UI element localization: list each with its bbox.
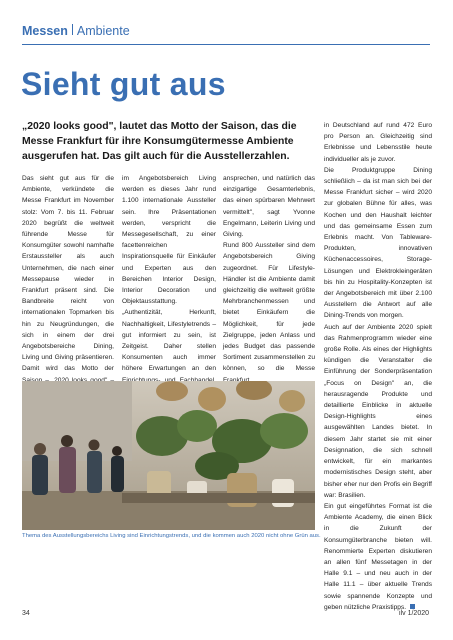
rubric-separator [72,24,73,35]
section-rubric [22,24,130,38]
exhibition-hall-photo [22,381,315,530]
rubric-main: Messen [22,24,68,38]
end-mark-icon [410,604,415,609]
rubric-sub: Ambiente [76,24,130,38]
issue-label: ilv 1/2020 [399,610,429,617]
body-column-2: im Angebotsbereich Living werden es dieses Jahr rund 1.100 internationale Aussteller sein. Ihre Präsentationen werden, verspricht die Messegesellschaft, zu einer facettenreichen Inspirationsquelle für Einkäufer und Experten aus den Bereichen Interior Design, Interior Decoration und Objektausstattung. „Authentizität, Herkunft, Nachhaltigkeit, Lifestyletrends – gut informiert zu sein, ist Zeitgeist. Daher stellen Konsumenten auch immer höhere Erwartungen an den [122,175,216,373]
article-photo [22,381,315,530]
photo-caption: Thema des Ausstellungsbereichs Living sind Einrichtungstrends, und die kommen auch 2020 nicht ohne Grün aus. [22,533,321,539]
page-number: 34 [22,610,30,617]
rubric-rule [22,44,430,45]
body-column-4 [324,120,432,613]
body-column-4-text: in Deutschland auf rund 472 Euro pro Person an. Gleichzeitig sind Erlebnisse und Lebensstile heute individueller als je zuvor. Die Produktgruppe Dining schließlich – da ist man sich bei der Messe Frankfurt sicher – wird 2020 zur globalen Bühne für alles, was Kochen und den Haushalt leichter und das gemeinsame Essen zum Erlebnis macht. Von Tableware-Produkten, innovativen Küchenaccessoires, Storage-Lösungen und Elektrokleingeräten bis hin zu Hospitality-Konzepten ist der Angebotsbereich mit über 2.100 Ausstellern die Antwort auf alle Dining-Trends von morgen. Auch auf der Ambiente 2020 spielt das Rahmenprogramm wieder eine große Rolle. Als eines der Highlights kündigen die Veranstalter die Einführung der Sonderpräsentation „Focus on Design" an, die herausragende Produkte und detaillierte Einblicke in aktuelle Design-Highlights eines ausgewählten Landes bietet. In diesem Jahr startet sie mit einer Designnation, die sich schnell entwickelt, für ein markantes modernistisches Design steht, aber bisher eher nur den Profis ein Begriff war: Brasilien. Ein gut eingeführtes Format ist die Ambiente Academy, die einen Blick in die Zukunft der Konsumgüterbranche bieten will. Renommierte Experten diskutieren an allen fünf Messetagen in der Halle 9.1 – und neu auch in der Halle 11.1 – über aktuelle Trends sowie spannende Konzepte und geben nützliche Praxistipps. [324,122,432,611]
body-column-3: ansprechen, und natürlich das einzigartige Gesamterlebnis, das einen spürbaren Mehrwert vermittelt", sagt Yvonne Engelmann, Leiterin Living und Giving. Rund 800 Aussteller sind dem Angebotsbereich Giving zugeordnet. Für Lifestyle-Händler ist die Ambiente damit gleichzeitig die weltweit größte Mehrbranchenmessen und bietet Einkäufern die Möglichkeit, für jede Zielgruppe, jeden Anlass und jedes Budget das passende Sortiment zusammenstellen zu können, so die Messe [223,175,315,373]
body-column-1: Das sieht gut aus für die Ambiente, verkündete die Messe Frankfurt im November stolz: Vom 7. bis 11. Februar 2020 begrüßt die weltweit führende Messe für Konsumgüter sowohl namhafte Erstaussteller als auch Unternehmen, die nach einer Messepause wieder in Frankfurt präsent sind. Die Bandbreite reicht von internationalen Topmarken bis hin zu Neugründungen, die sich in einem der drei Angebotsbereiche Dining, Living und Giving präsentieren. Damit wird das Motto der [22,175,114,373]
article-lead: „2020 looks good", lautet das Motto der Saison, das die Messe Frankfurt für ihre Konsumgütermesse Ambiente ausgerufen hat. Das gilt auch für die Ausstellerzahlen. [22,121,297,162]
article-headline: Sieht gut aus [21,66,226,102]
